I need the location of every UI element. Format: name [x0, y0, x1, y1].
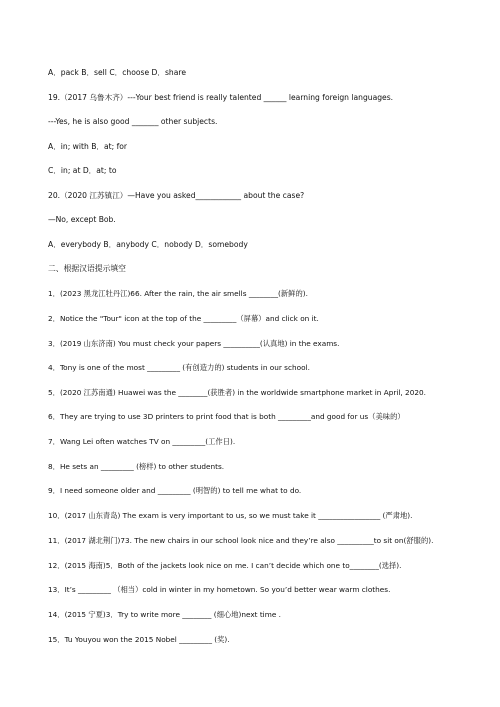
q20-options: A．everybody B．anybody C．nobody D．somebody: [48, 240, 248, 249]
fill-item-10: 10．(2017 山东青岛) The exam is very important to us, so we must take it _________________ (严肃地).: [48, 511, 413, 520]
fill-item-4: 4．Tony is one of the most _________ (有创造力的) students in our school.: [48, 363, 310, 372]
q20-question: 20.（2020 江苏镇江）—Have you asked____________ about the case?: [48, 191, 305, 200]
fill-item-6: 6．They are trying to use 3D printers to print food that is both _________and good for us（美味的）: [48, 412, 405, 421]
fill-item-5: 5．(2020 江苏南通) Huawei was the ________(获胜者) in the worldwide smartphone market in April, 2020.: [48, 388, 426, 397]
fill-item-2: 2．Notice the "Tour" icon at the top of the _________（屏幕）and click on it.: [48, 314, 319, 323]
section-title: 二、根据汉语提示填空: [48, 264, 126, 273]
q19-options-cd: C．in; at D．at; to: [48, 166, 117, 175]
fill-item-3: 3．(2019 山东济南) You must check your papers __________(认真地) in the exams.: [48, 339, 340, 348]
fill-item-12: 12．(2015 海南)5．Both of the jackets look nice on me. I can’t decide which one to________(选择).: [48, 561, 402, 570]
q19-question: 19.（2017 乌鲁木齐）---Your best friend is really talented ______ learning foreign languages.: [48, 93, 394, 102]
fill-item-13: 13．It’s _________ （相当）cold in winter in my hometown. So you’d better wear warm clothes.: [48, 585, 391, 594]
fill-item-1: 1．(2023 黑龙江牡丹江)66. After the rain, the air smells ________(新鲜的).: [48, 289, 308, 298]
fill-item-11: 11．(2017 湖北荆门)73. The new chairs in our school look nice and they’re also __________to sit on(舒服的).: [48, 536, 434, 545]
fill-item-8: 8．He sets an _________ (榜样) to other students.: [48, 462, 225, 471]
q19-reply: ---Yes, he is also good _______ other subjects.: [48, 117, 218, 126]
fill-item-7: 7．Wang Lei often watches TV on _________(工作日).: [48, 437, 236, 446]
fill-item-14: 14．(2015 宁夏)3．Try to write more ________ (细心地)next time .: [48, 610, 281, 619]
q20-reply: —No, except Bob.: [48, 215, 116, 224]
fill-item-9: 9．I need someone older and _________ (明智的) to tell me what to do.: [48, 486, 302, 495]
q18-options: A．pack B．sell C．choose D．share: [48, 68, 187, 77]
q19-options-ab: A．in; with B．at; for: [48, 142, 128, 151]
fill-item-15: 15．Tu Youyou won the 2015 Nobel _________ (奖).: [48, 635, 230, 644]
